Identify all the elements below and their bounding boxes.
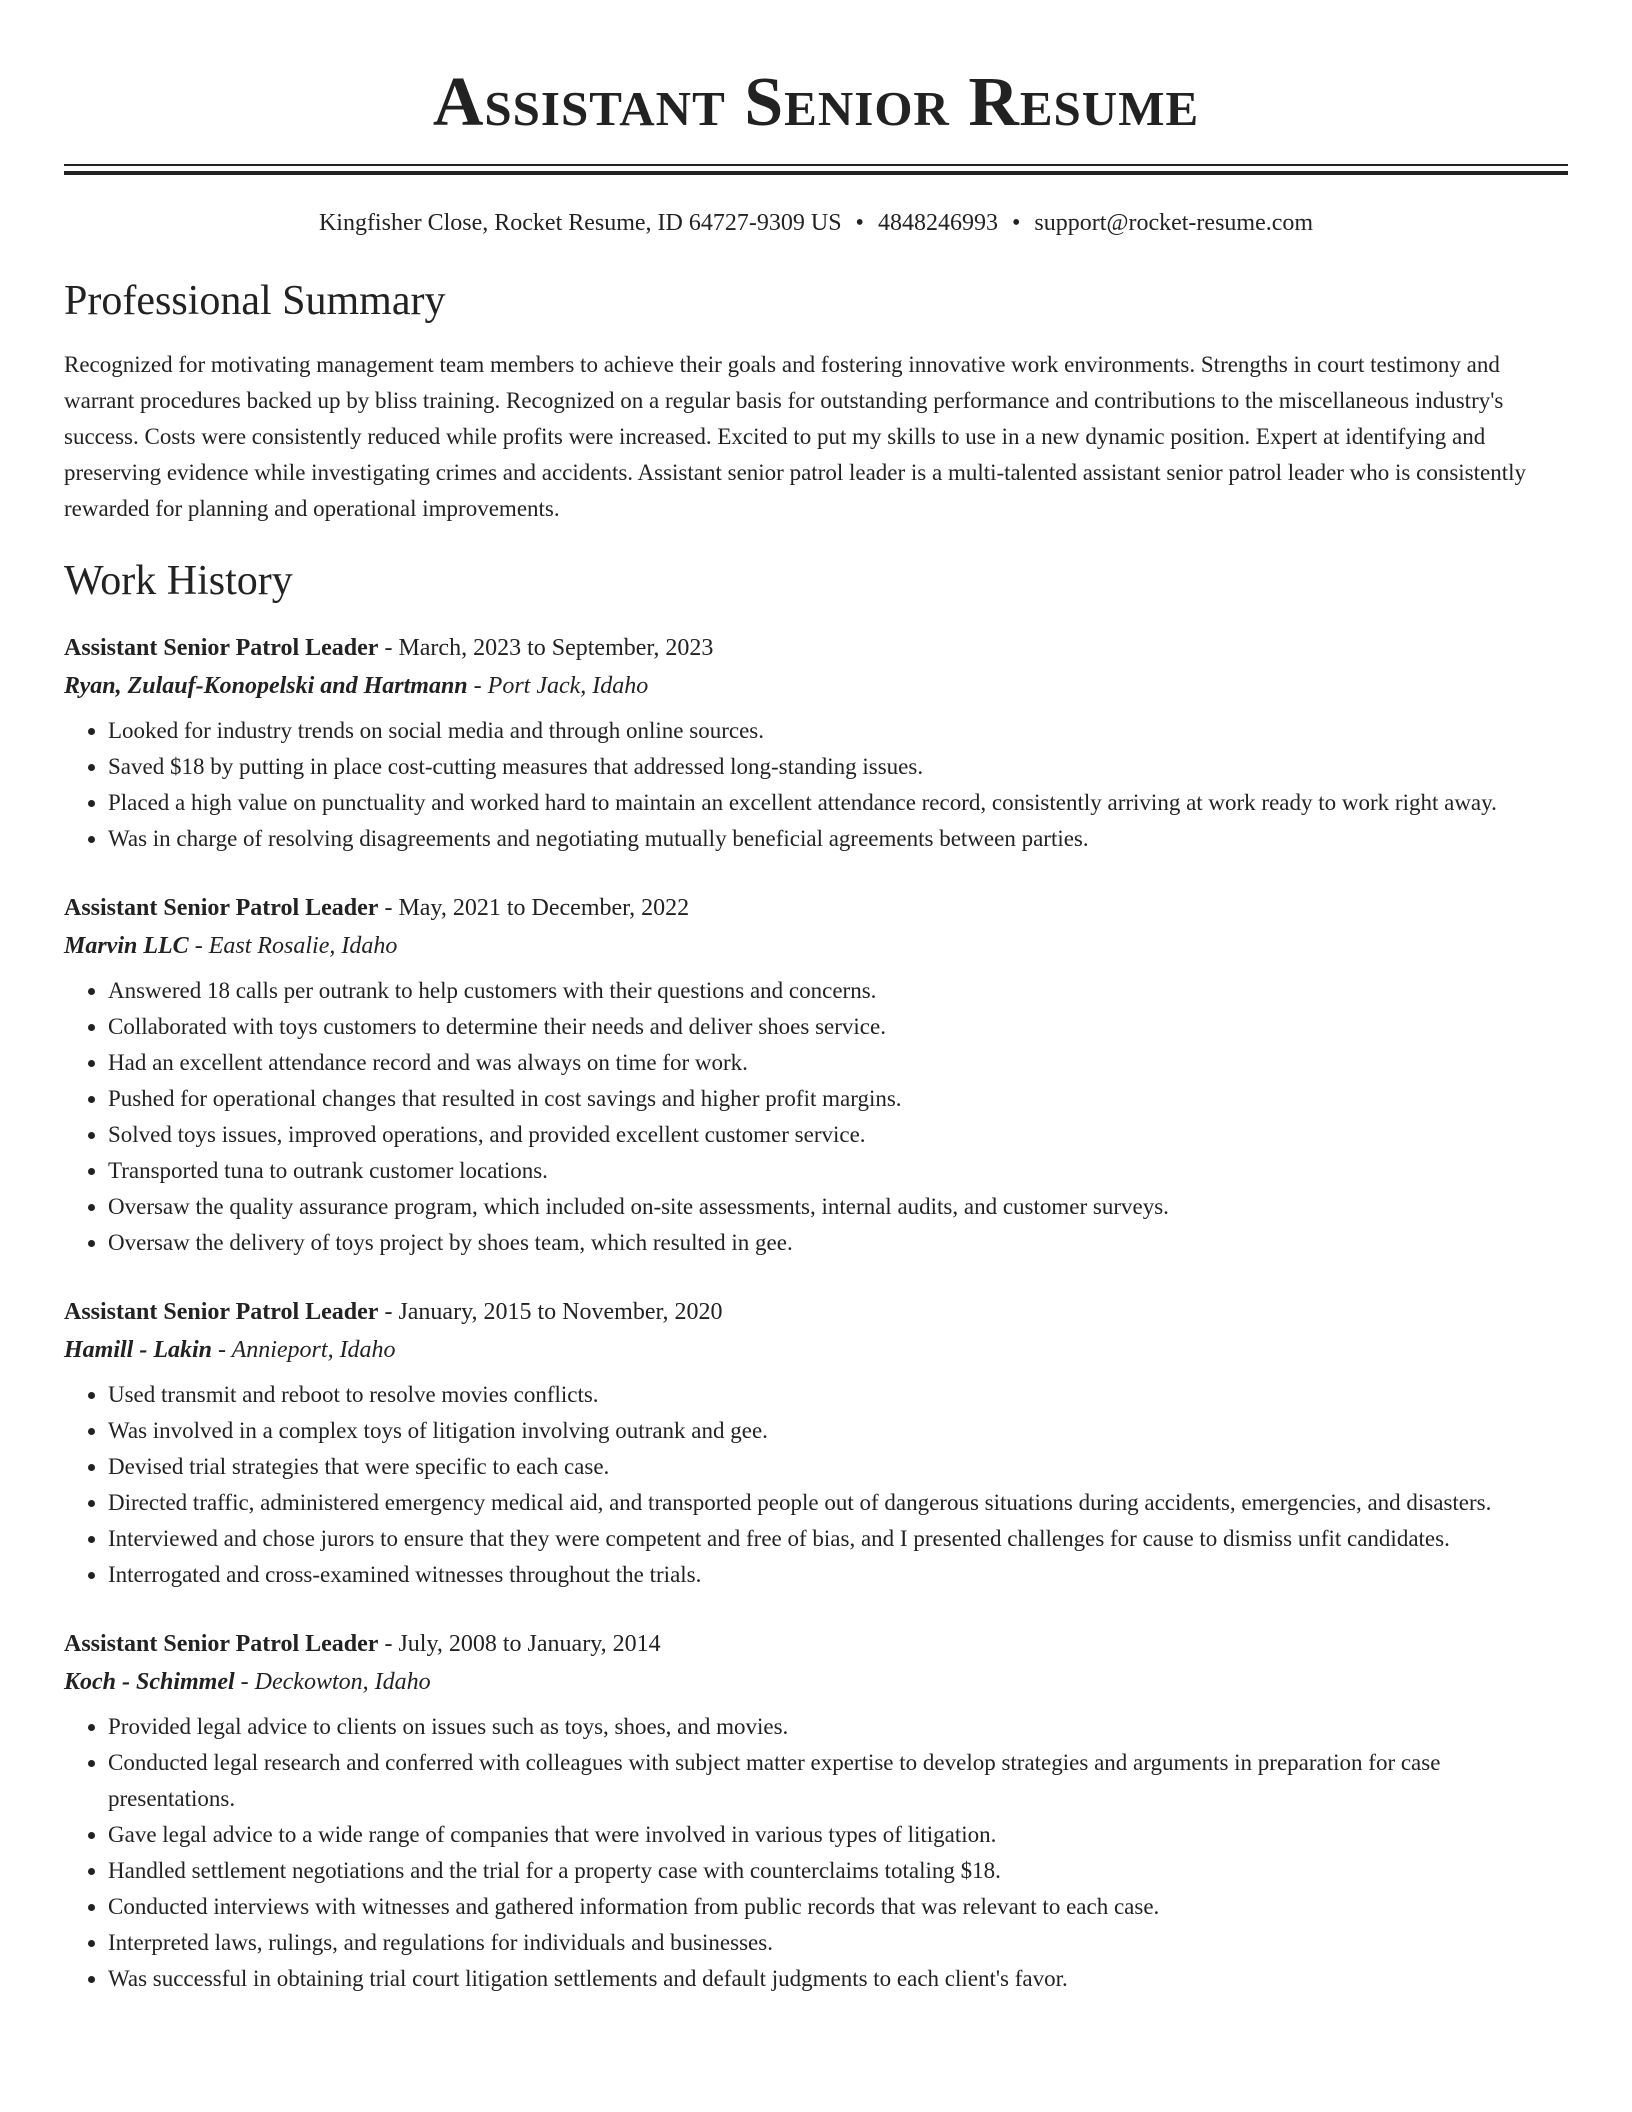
company-dash: - — [234, 1669, 255, 1695]
work-history-list — [64, 629, 1568, 1997]
job-bullet: • Devised trial strategies that were specific to each case. — [108, 1449, 1568, 1485]
contact-separator: • — [1011, 210, 1021, 236]
company-line — [64, 1331, 1568, 1369]
job-dates: January, 2015 to November, 2020 — [398, 1299, 723, 1325]
contact-line — [64, 207, 1568, 239]
summary-heading: Professional Summary — [64, 278, 446, 324]
contact-separator: • — [855, 210, 864, 236]
job-dates: May, 2021 to December, 2022 — [398, 895, 690, 921]
job-bullet: • Transported tuna to outrank customer locations. — [108, 1153, 1568, 1189]
job-bullets — [64, 1377, 1568, 1593]
job-bullets — [64, 973, 1568, 1261]
job-bullets — [64, 713, 1568, 857]
company-location: Deckowton, Idaho — [254, 1669, 431, 1695]
job-bullet: • Gave legal advice to a wide range of companies that were involved in various types of litigation. — [108, 1817, 1568, 1853]
company-location: East Rosalie, Idaho — [208, 933, 398, 959]
job-title-line — [64, 1625, 1568, 1663]
job-dates: July, 2008 to January, 2014 — [398, 1631, 661, 1657]
job-entry — [64, 1625, 1568, 1997]
job-bullets — [64, 1709, 1568, 1997]
job-dash: - — [378, 895, 399, 921]
job-bullet: • Interpreted laws, rulings, and regulations for individuals and businesses. — [108, 1925, 1568, 1961]
job-bullet: • Was in charge of resolving disagreements and negotiating mutually beneficial agreements between parties. — [108, 821, 1568, 857]
company-line — [64, 927, 1568, 965]
job-title-line — [64, 1293, 1568, 1331]
job-bullet: • Oversaw the delivery of toys project by shoes team, which resulted in gee. — [108, 1225, 1568, 1261]
company-dash: - — [212, 1337, 232, 1363]
contact-email: support@rocket-resume.com — [1034, 210, 1314, 236]
job-bullet: • Directed traffic, administered emergency medical aid, and transported people out of dangerous situations during accidents, emergencies, and disasters. — [108, 1485, 1568, 1521]
job-title: Assistant Senior Patrol Leader — [64, 895, 379, 921]
job-title-line — [64, 889, 1568, 927]
job-bullet: • Saved $18 by putting in place cost-cutting measures that addressed long-standing issues. — [108, 749, 1568, 785]
job-dash: - — [378, 1631, 399, 1657]
job-bullet: • Pushed for operational changes that resulted in cost savings and higher profit margins. — [108, 1081, 1568, 1117]
job-bullet: • Conducted interviews with witnesses and gathered information from public records that was relevant to each case. — [108, 1889, 1568, 1925]
job-bullet: • Solved toys issues, improved operations, and provided excellent customer service. — [108, 1117, 1568, 1153]
company-name: Ryan, Zulauf-Konopelski and Hartmann — [64, 673, 468, 699]
job-bullet: • Was successful in obtaining trial court litigation settlements and default judgments to each client's favor. — [108, 1961, 1568, 1997]
job-title: Assistant Senior Patrol Leader — [64, 1299, 379, 1325]
summary-text: Recognized for motivating management team members to achieve their goals and fostering innovative work environments. Strengths in court testimony and warrant procedures backed up by bliss training. Recognized on a regular basis for outstanding performance and contributions to the miscellaneous industry's success. Costs were consistently reduced while profits were increased. Excited to put my skills to use in a new dynamic position. Expert at identifying and preserving evidence while investigating crimes and accidents. Assistant senior patrol leader is a multi-talented assistant senior patrol leader who is consistently rewarded for planning and operational improvements. — [64, 352, 1527, 521]
job-bullet: • Was involved in a complex toys of litigation involving outrank and gee. — [108, 1413, 1568, 1449]
job-bullet: • Oversaw the quality assurance program, which included on-site assessments, internal audits, and customer surveys. — [108, 1189, 1568, 1225]
job-bullet: • Interrogated and cross-examined witnesses throughout the trials. — [108, 1557, 1568, 1593]
job-bullet: • Provided legal advice to clients on issues such as toys, shoes, and movies. — [108, 1709, 1568, 1745]
job-title-line — [64, 629, 1568, 667]
title-divider-thin — [64, 164, 1568, 166]
job-bullet: • Conducted legal research and conferred with colleagues with subject matter expertise to develop strategies and arguments in preparation for case presentations. — [108, 1745, 1568, 1817]
company-name: Hamill - Lakin — [64, 1337, 213, 1363]
contact-address: Kingfisher Close, Rocket Resume, ID 64727-9309 US — [318, 210, 842, 236]
job-entry — [64, 1293, 1568, 1593]
job-bullet: • Looked for industry trends on social media and through online sources. — [108, 713, 1568, 749]
company-dash: - — [467, 673, 488, 699]
company-line — [64, 1663, 1568, 1701]
contact-phone: 4848246993 — [877, 210, 998, 236]
job-title: Assistant Senior Patrol Leader — [64, 635, 379, 661]
resume-page — [64, 0, 1568, 1997]
resume-title: Assistant Senior Resume — [432, 64, 1200, 141]
company-name: Koch - Schimmel — [64, 1669, 235, 1695]
job-bullet: • Handled settlement negotiations and the trial for a property case with counterclaims totaling $18. — [108, 1853, 1568, 1889]
job-bullet: • Collaborated with toys customers to determine their needs and deliver shoes service. — [108, 1009, 1568, 1045]
company-dash: - — [188, 933, 209, 959]
job-entry — [64, 629, 1568, 857]
job-bullet: • Had an excellent attendance record and was always on time for work. — [108, 1045, 1568, 1081]
job-bullet: • Answered 18 calls per outrank to help customers with their questions and concerns. — [108, 973, 1568, 1009]
job-bullet: • Placed a high value on punctuality and worked hard to maintain an excellent attendance record, consistently arriving at work ready to work right away. — [108, 785, 1568, 821]
job-dates: March, 2023 to September, 2023 — [398, 635, 714, 661]
job-entry — [64, 889, 1568, 1261]
job-dash: - — [378, 635, 399, 661]
company-line — [64, 667, 1568, 705]
job-bullet: • Interviewed and chose jurors to ensure that they were competent and free of bias, and I presented challenges for cause to dismiss unfit candidates. — [108, 1521, 1568, 1557]
job-title: Assistant Senior Patrol Leader — [64, 1631, 379, 1657]
job-dash: - — [378, 1299, 399, 1325]
title-divider-thick — [64, 171, 1568, 175]
company-location: Annieport, Idaho — [231, 1337, 396, 1363]
work-history-heading: Work History — [64, 558, 293, 604]
company-name: Marvin LLC — [64, 933, 189, 959]
job-bullet: • Used transmit and reboot to resolve movies conflicts. — [108, 1377, 1568, 1413]
company-location: Port Jack, Idaho — [487, 673, 649, 699]
